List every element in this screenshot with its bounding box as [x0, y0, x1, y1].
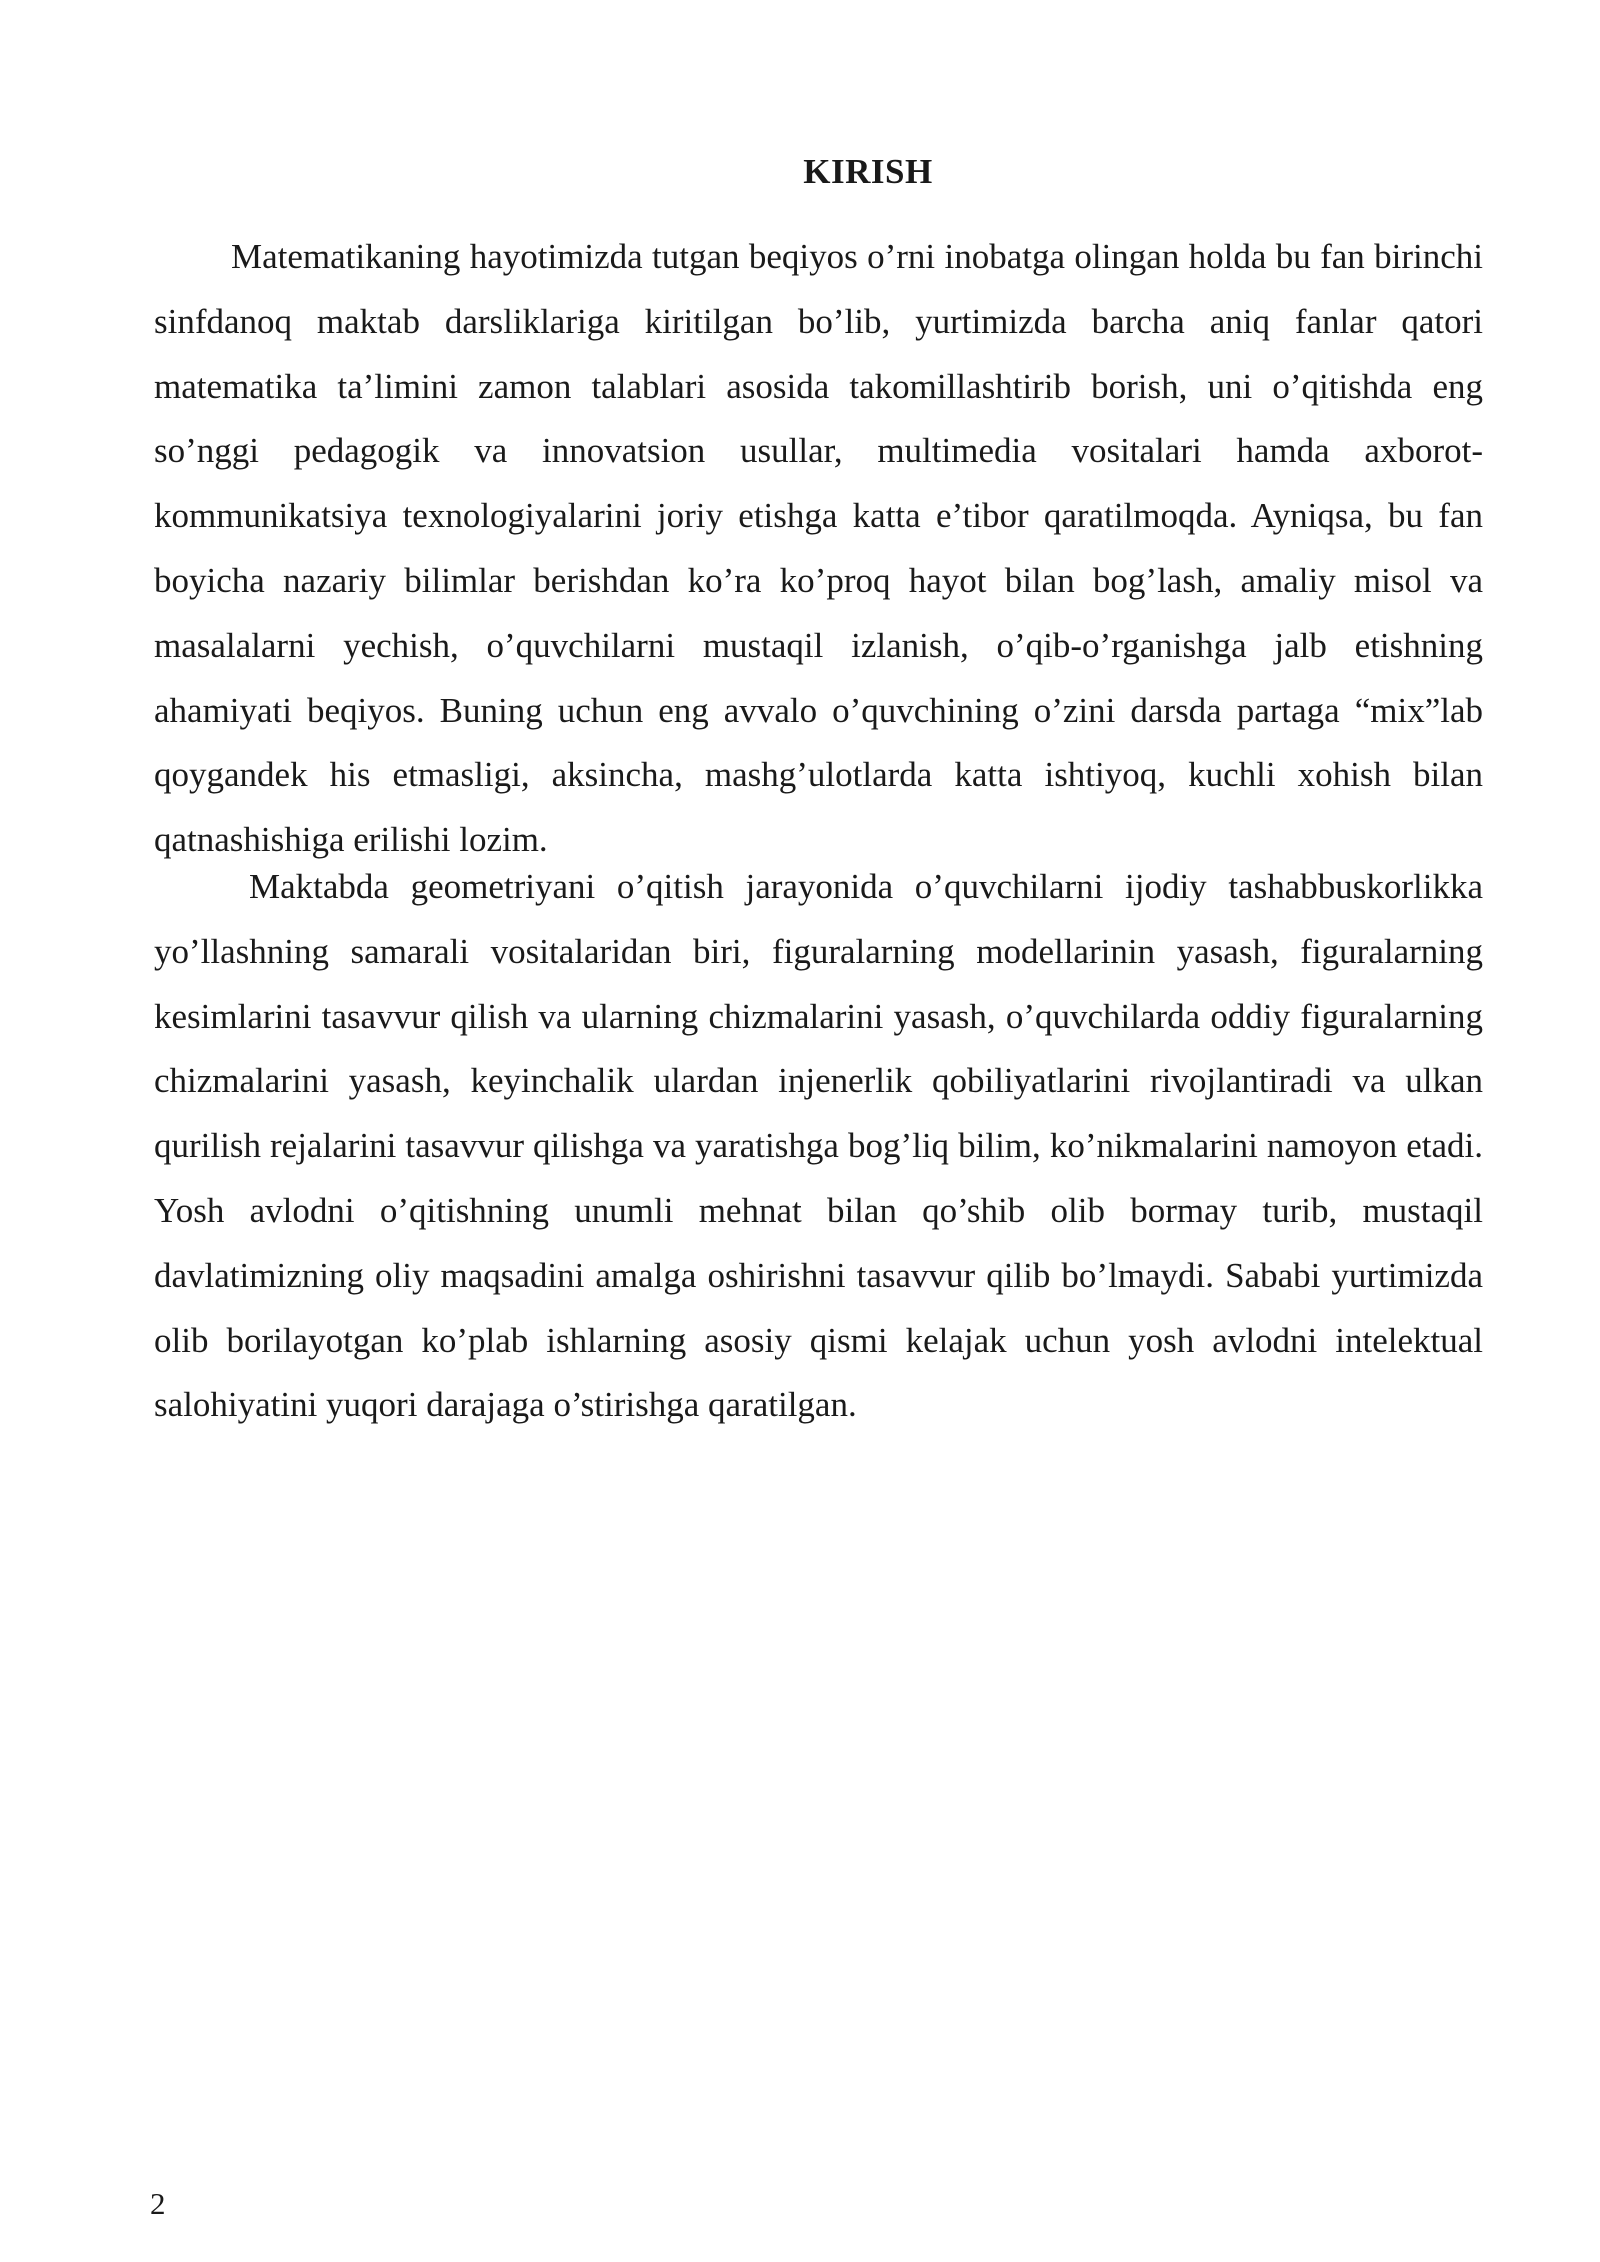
paragraph-intro: Matematikaning hayotimizda tutgan beqiyos o’rni inobatga olingan holda bu fan birinchi sinfdanoq maktab darsliklariga kiritilgan bo’lib, yurtimizda barcha aniq fanlar qatori matematika ta’limini zamon talablari asosida takomillashtirib borish, uni o’qitishda eng so’nggi pedagogik va innovatsion usullar, multimedia vositalari hamda axborot-kommunikatsiya texnologiyalarini joriy etishga katta e’tibor qaratilmoqda. Ayniqsa, bu fan boyicha nazariy bilimlar berishdan ko’ra ko’proq hayot bilan bog’lash, amaliy misol va masalalarni yechish, o’quvchilarni mustaqil izlanish, o’qib-o’rganishga jalb etishning ahamiyati beqiyos. Buning uchun eng avvalo o’quvchining o’zini darsda partaga “mix”lab qoygandek his etmasligi, aksincha, mashg’ulotlarda katta ishtiyoq, kuchli xohish bilan qatnashishiga erilishi lozim. — [154, 237, 1483, 860]
paragraph-geometry: Maktabda geometriyani o’qitish jarayonida o’quvchilarni ijodiy tashabbuskorlikka yo’llashning samarali vositalaridan biri, figuralarning modellarinin yasash, figuralarning kesimlarini tasavvur qilish va ularning chizmalarini yasash, o’quvchilarda oddiy figuralarning chizmalarini yasash, keyinchalik ulardan injenerlik qobiliyatlarini rivojlantiradi va ulkan qurilish rejalarini tasavvur qilishga va yaratishga bog’liq bilim, ko’nikmalarini namoyon etadi. Yosh avlodni o’qitishning unumli mehnat bilan qo’shib olib bormay turib, mustaqil davlatimizning oliy maqsadini amalga oshirishni tasavvur qilib bo’lmaydi. Sababi yurtimizda olib borilayotgan ko’plab ishlarning asosiy qismi kelajak uchun yosh avlodni intelektual salohiyatini yuqori darajaga o’stirishga qaratilgan. — [154, 867, 1483, 1425]
section-title: KIRISH — [803, 152, 933, 191]
page-number: 2 — [150, 2186, 166, 2221]
